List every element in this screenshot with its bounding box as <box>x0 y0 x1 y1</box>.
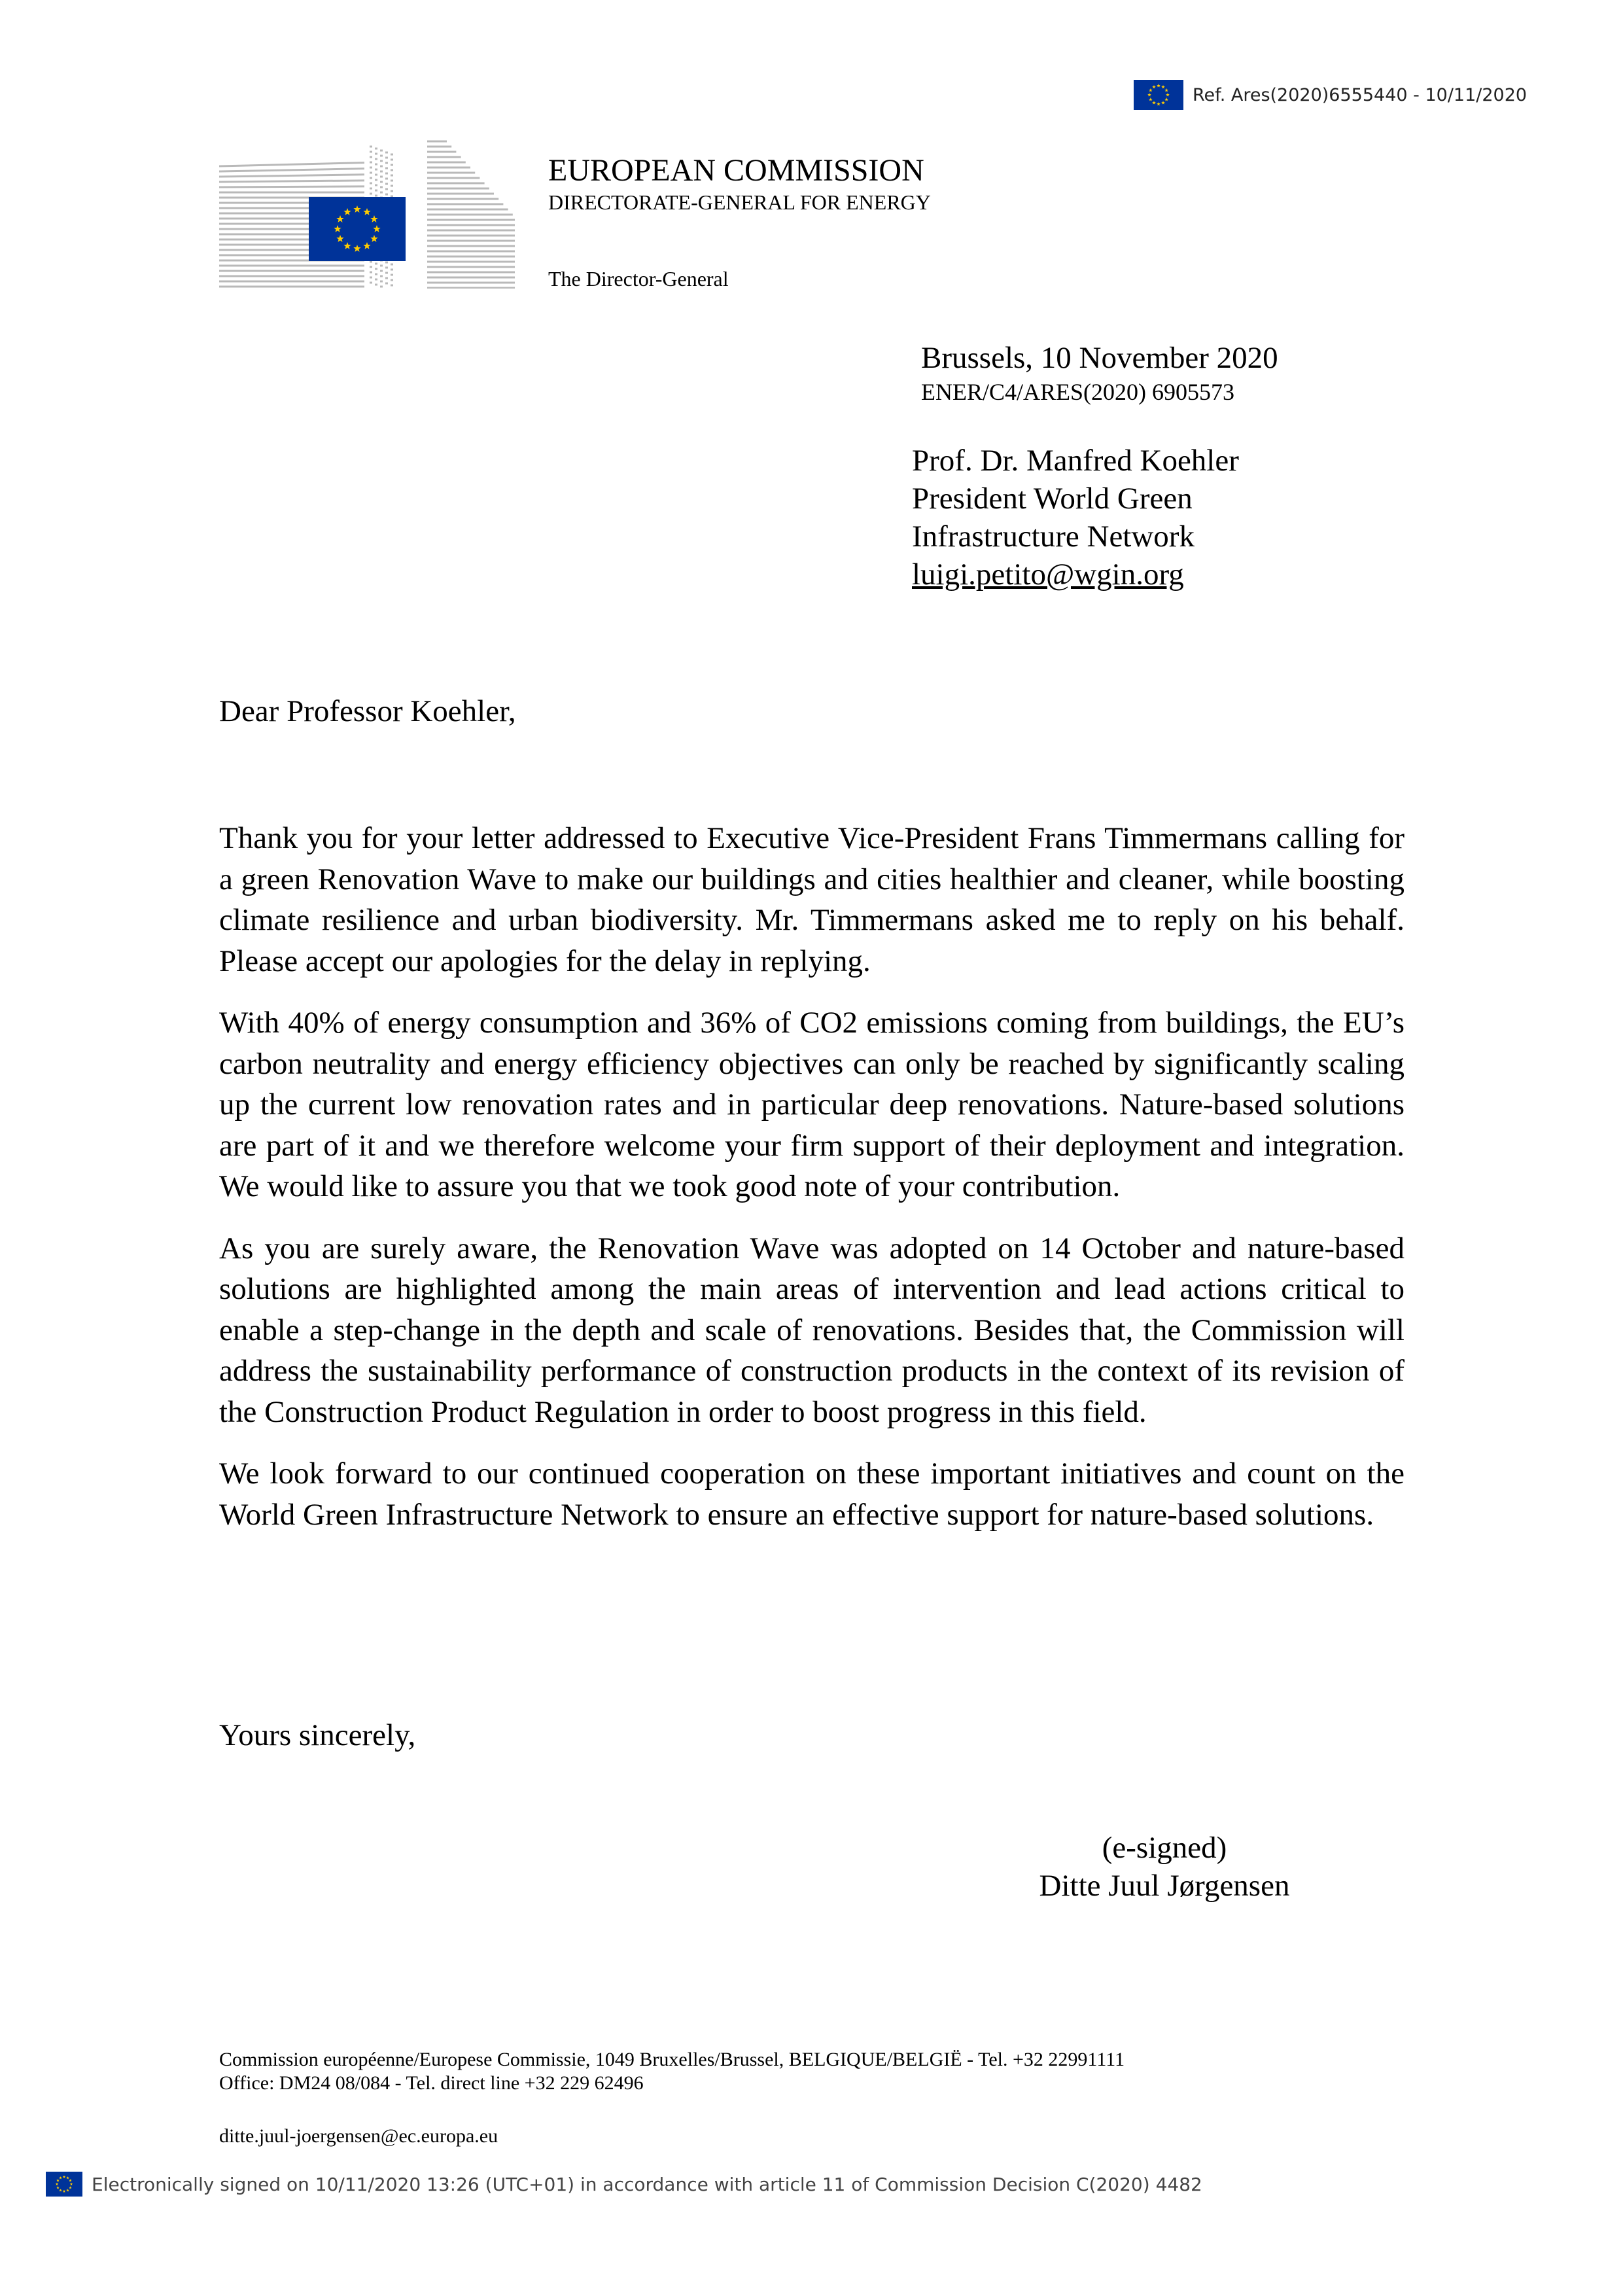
footer-address <box>219 2048 1125 2095</box>
closing: Yours sincerely, <box>219 1718 416 1752</box>
body-paragraph: Thank you for your letter addressed to Executive Vice-President Frans Timmermans calling for a green Renovation Wave to make our buildings and cities healthier and cleaner, while boosting climate resilience and urban biodiversity. Mr. Timmermans asked me to reply on his behalf. Please accept our apologies for the delay in replying. <box>219 821 1405 978</box>
logo-line <box>219 175 364 177</box>
addressee-name: Prof. Dr. Manfred Koehler <box>912 444 1239 478</box>
esignature-notice <box>46 2171 1202 2197</box>
place-date: Brussels, 10 November 2020 <box>921 341 1278 375</box>
signatory-name: Ditte Juul Jørgensen <box>1039 1869 1290 1903</box>
addressee-email-link[interactable]: luigi.petito@wgin.org <box>912 557 1184 592</box>
logo-line <box>219 169 364 171</box>
signature-block <box>1007 1829 1321 1905</box>
esignature-text: Electronically signed on 10/11/2020 13:26 (UTC+01) in accordance with article 11 of Commission Decision C(2020) 4482 <box>92 2173 1202 2195</box>
european-commission-logo <box>219 140 515 289</box>
addressee-block <box>912 442 1239 593</box>
logo-line <box>219 163 364 166</box>
letter-body <box>219 818 1405 1556</box>
organisation-name: EUROPEAN COMMISSION <box>548 153 924 188</box>
addressee-title: President World Green <box>912 482 1193 516</box>
footer-postal-address: Commission européenne/Europese Commissie, 1049 Bruxelles/Brussel, BELGIQUE/BELGIË - Tel. +32 22991111 <box>219 2049 1125 2070</box>
letter-reference: ENER/C4/ARES(2020) 6905573 <box>921 379 1235 405</box>
addressee-organisation: Infrastructure Network <box>912 520 1195 554</box>
logo-line <box>219 181 364 182</box>
footer-email: ditte.juul-joergensen@ec.europa.eu <box>219 2125 498 2147</box>
eu-flag-icon <box>1134 80 1183 110</box>
eu-flag-icon <box>46 2172 82 2197</box>
directorate-name: DIRECTORATE-GENERAL FOR ENERGY <box>548 190 931 214</box>
signature-note: (e-signed) <box>1102 1831 1227 1865</box>
body-paragraph: With 40% of energy consumption and 36% of CO2 emissions coming from buildings, the EU’s carbon neutrality and energy efficiency objectives can only be reached by significantly scaling up the current low renovation rates and in particular deep renovations. Nature-based solutions are part of it and we therefore welcome your firm support of their deployment and integration. We would like to assure you that we took good note of your contribution. <box>219 1006 1405 1203</box>
sender-role: The Director-General <box>548 267 729 291</box>
body-paragraph: We look forward to our continued cooperation on these important initiatives and count on the World Green Infrastructure Network to ensure an effective support for nature-based solutions. <box>219 1457 1405 1532</box>
ares-reference-text: Ref. Ares(2020)6555440 - 10/11/2020 <box>1193 84 1527 105</box>
body-paragraph: As you are surely aware, the Renovation Wave was adopted on 14 October and nature-based solutions are highlighted among the main areas of intervention and lead actions critical to enable a step-change in the depth and scale of renovations. Besides that, the Commission will address the sustainability performance of construction products in the context of its revision of the Construction Product Regulation in order to boost progress in this field. <box>219 1231 1405 1429</box>
footer-office: Office: DM24 08/084 - Tel. direct line +32 229 62496 <box>219 2072 644 2094</box>
ares-reference-stamp <box>1134 80 1527 110</box>
salutation: Dear Professor Koehler, <box>219 694 516 728</box>
logo-line <box>219 186 364 187</box>
